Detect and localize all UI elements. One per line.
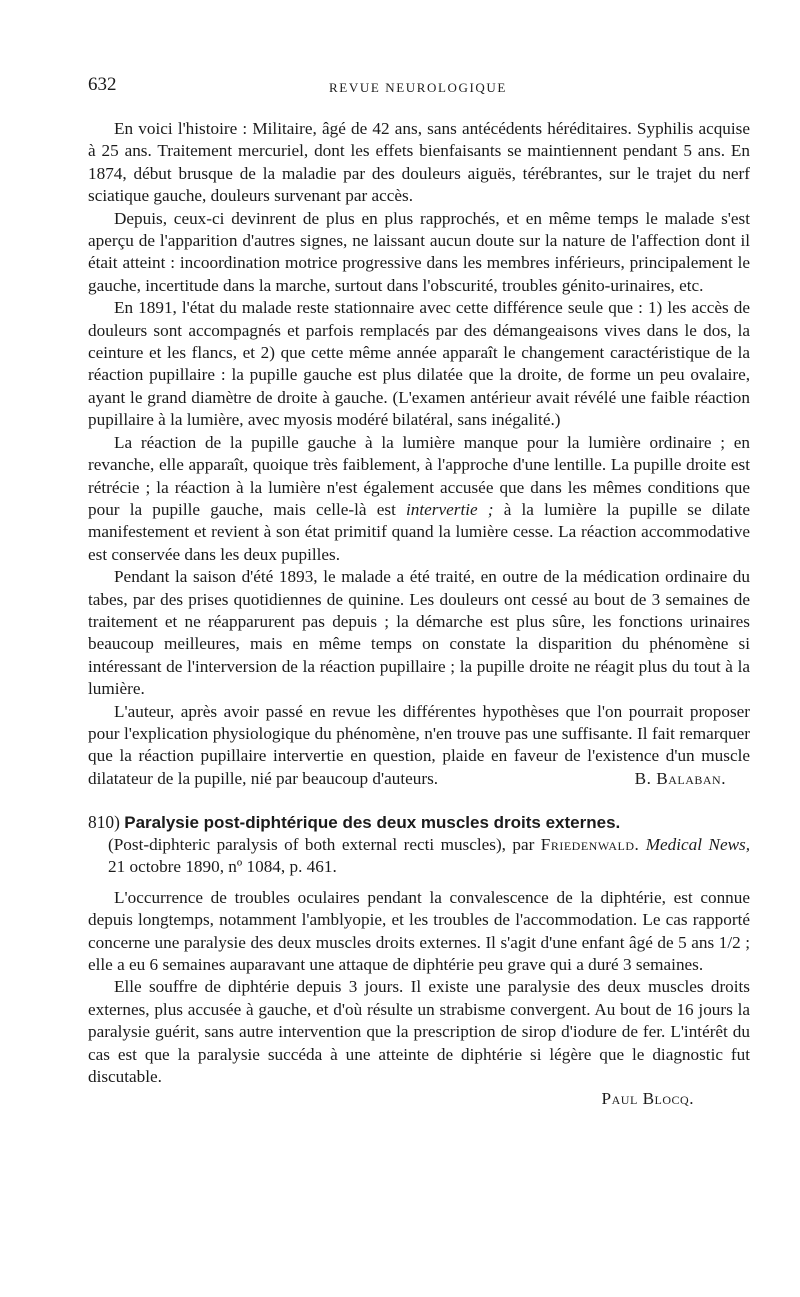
review-friedenwald: [88, 811, 750, 1111]
paragraph: Depuis, ceux-ci devinrent de plus en plus rapprochés, et en même temps le malade s'est aperçu de l'apparition d'autres signes, ne laissant aucun doute sur la nature de l'affection dont il était atteint : incoordination motrice progressive dans les membres inférieurs, principalement le gauche, incertitude dans la marche, surtout dans l'obscurité, troubles génito-urinaires, etc.: [88, 208, 750, 295]
journal-name: Medical News,: [645, 835, 751, 854]
article-heading: [88, 811, 750, 834]
page-header: [88, 74, 748, 104]
article-title: Paralysie post-diphtérique des deux muscles droits externes.: [124, 812, 621, 832]
paragraph: En voici l'histoire : Militaire, âgé de 42 ans, sans antécédents héréditaires. Syphilis acquise à 25 ans. Traitement mercuriel, dont les effets bienfaisants se maintiennent pendant 5 ans. En 1874, début brusque de la maladie par des douleurs aiguës, térébrantes, sur le trajet du nerf sciatique gauche, douleurs survenant par accès.: [88, 119, 750, 206]
paragraph: L'auteur, après avoir passé en revue les différentes hypothèses que l'on pourrait proposer pour l'explication physiologique du phénomène, n'en trouve pas une suffisante. Il fait remarquer que la réaction pupillaire intervertie en question, plaide en faveur de l'existence d'un muscle dilatateur de la pupille, nié par beaucoup d'auteurs.: [88, 701, 750, 788]
paragraph-text: La réaction de la pupille gauche à la lumière manque pour la lumière ordinaire ; en revanche, elle apparaît, quoique très faiblement, à l'approche d'une lentille. La pupille droite est rétrécie ; la réaction à la lumière n'est également accusée que dans les mêmes conditions que pour la pupille gauche, mais celle-là est: [88, 432, 750, 519]
italic-term: intervertie ;: [406, 499, 494, 519]
signature: Paul Blocq.: [601, 1089, 694, 1109]
paragraph-text: à la lumière la pupille se dilate manifestement et revient à son état primitif quand la lumière cesse. La réaction accommodative est conservée dans les deux pupilles.: [88, 499, 750, 564]
review-balaban: [88, 118, 750, 791]
page-body: [88, 118, 750, 1111]
article-citation: [88, 834, 750, 879]
signature: B. Balaban.: [634, 769, 726, 789]
english-title: (Post-diphteric paralysis of both external recti muscles), par: [108, 835, 535, 854]
page-number: 632: [88, 74, 117, 95]
paragraph: [88, 432, 750, 566]
paragraph: Pendant la saison d'été 1893, le malade a été traité, en outre de la médication ordinaire du tabes, par des prises quotidiennes de quinine. Les douleurs ont cessé au bout de 3 semaines de traitement et ne réapparurent pas depuis ; la démarche est plus sûre, les fonctions urinaires beaucoup meilleures, mais en même temps on constate la disparition du phénomène si intéressant de l'interversion de la réaction pupillaire ; la pupille droite ne réagit plus du tout à la lumière.: [88, 567, 750, 699]
paragraph: L'occurrence de troubles oculaires pendant la convalescence de la diphtérie, est connue depuis longtemps, notamment l'amblyopie, et les troubles de l'accommodation. Le cas rapporté concerne une paralysie des deux muscles droits externes. Il s'agit d'une enfant âgé de 5 ans 1/2 ; elle a eu 6 semaines auparavant une attaque de diphtérie peu grave qui a duré 3 semaines.: [88, 887, 750, 975]
paragraph: Elle souffre de diphtérie depuis 3 jours. Il existe une paralysie des deux muscles droits externes, plus accusée à gauche, et d'où résulte un strabisme convergent. Au bout de 16 jours la paralysie guérit, sans autre intervention que la prescription de sirop d'iodure de fer. L'intérêt du cas est que la paralysie succéda à une atteinte de diphtérie si légère que le diagnostic fut discutable.: [88, 977, 750, 1087]
paragraph: En 1891, l'état du malade reste stationnaire avec cette différence seule que : 1) les accès de douleurs sont accompagnés et parfois remplacés par des démangeaisons vives dans le dos, la ceinture et les flancs, et 2) que cette même année apparaît le changement caractéristique de la réaction pupillaire : la pupille gauche est plus dilatée que la droite, de forme un peu ovalaire, ayant le grand diamètre de droite à gauche. (L'examen antérieur avait révélé une faible réaction pupillaire à la lumière, avec myosis modéré bilatéral, sans inégalité.): [88, 298, 750, 430]
citation-details: 21 octobre 1890, nº 1084, p. 461.: [108, 857, 337, 877]
running-title: REVUE NEUROLOGIQUE: [329, 80, 507, 95]
cited-author: Friedenwald.: [540, 835, 640, 854]
article-number: 810): [88, 811, 120, 832]
